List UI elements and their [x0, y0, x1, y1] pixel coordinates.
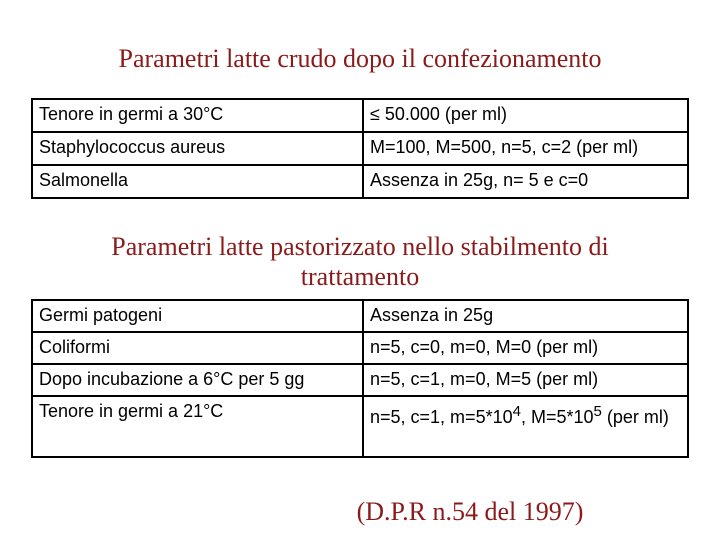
value-cell: ≤ 50.000 (per ml) — [363, 99, 688, 132]
param-cell: Dopo incubazione a 6°C per 5 gg — [32, 364, 363, 396]
value-cell: n=5, c=0, m=0, M=0 (per ml) — [363, 332, 688, 364]
param-cell: Germi patogeni — [32, 300, 363, 332]
value-cell: Assenza in 25g — [363, 300, 688, 332]
section1-title: Parametri latte crudo dopo il confezionamento — [118, 44, 602, 73]
param-cell: Tenore in germi a 21°C — [32, 396, 363, 457]
exponent: 5 — [593, 403, 602, 420]
legal-reference: (D.P.R n.54 del 1997) — [356, 497, 584, 526]
table-row — [32, 132, 688, 165]
raw-milk-parameters-table — [31, 98, 689, 199]
value-cell — [363, 396, 688, 457]
param-cell: Salmonella — [32, 165, 363, 198]
table-row — [32, 332, 688, 364]
table-row — [32, 364, 688, 396]
table-row — [32, 396, 688, 457]
value-text: n=5, c=1, m=5*10 — [370, 407, 513, 427]
value-text: (per ml) — [601, 407, 669, 427]
value-cell: Assenza in 25g, n= 5 e c=0 — [363, 165, 688, 198]
value-text: , M=5*10 — [520, 407, 594, 427]
section2-title: Parametri latte pastorizzato nello stabilmento di trattamento — [111, 232, 609, 291]
value-cell: M=100, M=500, n=5, c=2 (per ml) — [363, 132, 688, 165]
table-row — [32, 99, 688, 132]
value-cell: n=5, c=1, m=0, M=5 (per ml) — [363, 364, 688, 396]
table-row — [32, 300, 688, 332]
pasteurized-milk-parameters-table — [31, 299, 689, 458]
param-cell: Coliformi — [32, 332, 363, 364]
param-cell: Staphylococcus aureus — [32, 132, 363, 165]
param-cell: Tenore in germi a 30°C — [32, 99, 363, 132]
exponent: 4 — [512, 403, 521, 420]
table-row — [32, 165, 688, 198]
